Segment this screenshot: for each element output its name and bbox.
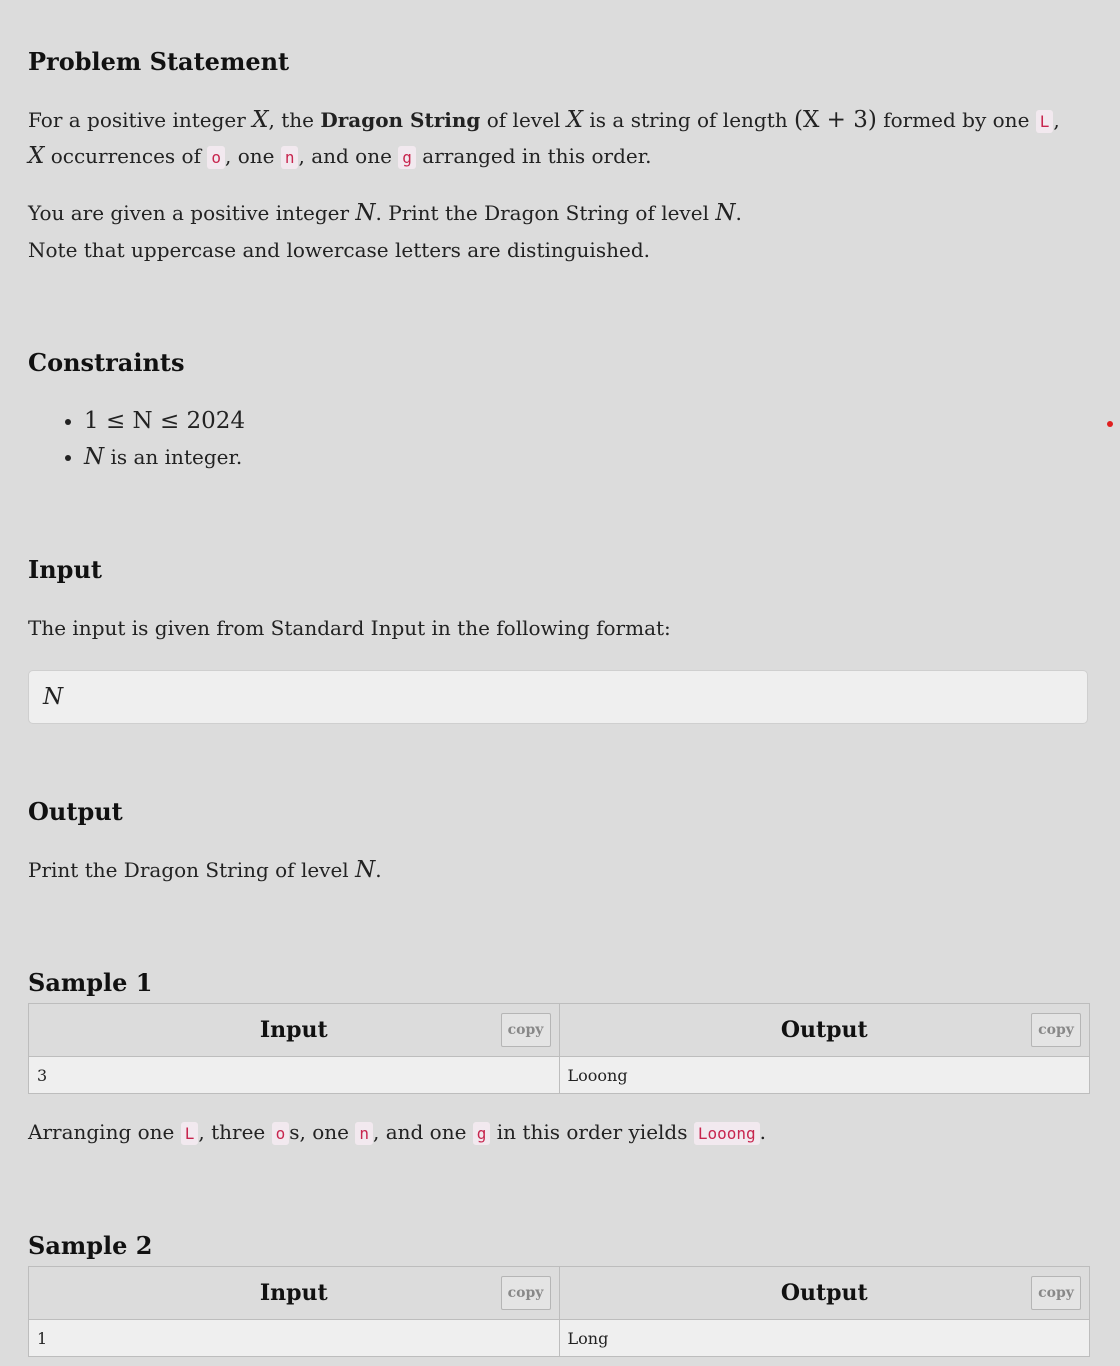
sample-2-heading: Sample 2: [28, 1231, 153, 1260]
input-description: The input is given from Standard Input in the following format:: [28, 616, 671, 640]
constraint-item: • N is an integer.: [84, 439, 245, 475]
problem-statement-heading: Problem Statement: [28, 47, 290, 76]
code-L: L: [181, 1122, 199, 1145]
sample-1-explanation: Arranging one L , three o s, one n , and one g in this order yields Looong .: [28, 1120, 767, 1144]
sample-2-output-header: Output copy: [559, 1267, 1090, 1320]
input-format-var: N: [43, 684, 64, 710]
sample-2-input-header: Input copy: [29, 1267, 560, 1320]
code-result: Looong: [694, 1122, 760, 1145]
sample-2-output-copy-button[interactable]: copy: [1031, 1276, 1081, 1310]
code-n: n: [355, 1122, 373, 1145]
problem-paragraph-1: For a positive integer X, the Dragon String of level X is a string of length (X + 3) formed by one L ,: [28, 107, 1060, 133]
sample-1-input-copy-button[interactable]: copy: [501, 1013, 551, 1047]
sample-1-table: [28, 1003, 1090, 1094]
code-n: n: [281, 146, 299, 169]
problem-paragraph-2: You are given a positive integer N. Print the Dragon String of level N.: [28, 200, 742, 226]
code-L: L: [1036, 110, 1054, 133]
sample-1-output-value: Looong: [559, 1057, 1090, 1094]
problem-paragraph-3: Note that uppercase and lowercase letters are distinguished.: [28, 238, 650, 262]
problem-paragraph-1-cont: X occurrences of o , one n , and one g arranged in this order.: [28, 143, 652, 169]
sample-1-input-header: Input copy: [29, 1004, 560, 1057]
code-g: g: [398, 146, 416, 169]
sample-2-input-copy-button[interactable]: copy: [501, 1276, 551, 1310]
dragon-string-term: Dragon String: [320, 108, 481, 132]
sample-2-output-value: Long: [559, 1320, 1090, 1357]
sample-1-output-header: Output copy: [559, 1004, 1090, 1057]
sample-2-input-value: 1: [29, 1320, 560, 1357]
constraints-heading: Constraints: [28, 348, 185, 377]
output-description: Print the Dragon String of level N.: [28, 857, 382, 883]
code-g: g: [473, 1122, 491, 1145]
sample-1-heading: Sample 1: [28, 968, 153, 997]
input-format-block: [28, 670, 1088, 724]
input-heading: Input: [28, 555, 102, 584]
code-o: o: [207, 146, 225, 169]
sample-1-input-value: 3: [29, 1057, 560, 1094]
output-heading: Output: [28, 797, 123, 826]
sample-1-output-copy-button[interactable]: copy: [1031, 1013, 1081, 1047]
constraints-list: [28, 403, 245, 475]
constraint-item: • 1 ≤ N ≤ 2024: [84, 403, 245, 439]
sample-2-table: [28, 1266, 1090, 1357]
code-o: o: [272, 1122, 290, 1145]
red-dot-marker: [1107, 421, 1113, 427]
